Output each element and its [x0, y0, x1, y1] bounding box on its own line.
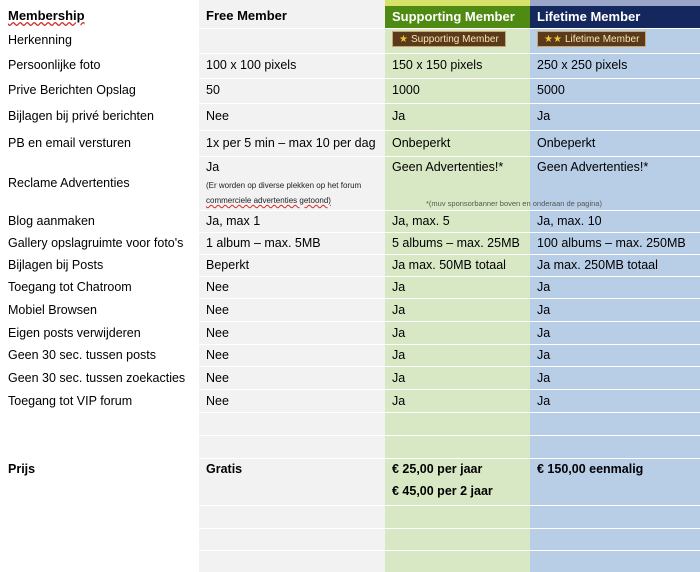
row-label: Persoonlijke foto: [8, 58, 101, 72]
free-value: 1x per 5 min – max 10 per dag: [206, 136, 376, 150]
row-divider: [0, 103, 700, 104]
row-label: PB en email versturen: [8, 136, 131, 150]
footnote: *(muv sponsorbanner boven en onderaan de pagina): [426, 199, 602, 208]
lifetime-value: 100 albums – max. 250MB: [537, 236, 686, 250]
row-divider: [0, 321, 700, 322]
lifetime-value: Ja: [537, 394, 551, 408]
supporting-value: 1000: [392, 83, 420, 97]
row-label: Blog aanmaken: [8, 214, 95, 228]
header-free-member: Free Member: [206, 8, 287, 23]
free-value: 1 album – max. 5MB: [206, 236, 321, 250]
row-divider: [0, 276, 700, 277]
lifetime-value: Ja: [537, 371, 551, 385]
row-label: Mobiel Browsen: [8, 303, 97, 317]
row-label: Toegang tot VIP forum: [8, 394, 133, 408]
supporting-value: Ja max. 50MB totaal: [392, 258, 506, 272]
supporting-value: Ja: [392, 394, 406, 408]
row-label: Toegang tot Chatroom: [8, 280, 132, 294]
free-value: Nee: [206, 303, 229, 317]
price-lifetime: € 150,00 eenmalig: [537, 462, 644, 476]
price-supporting-two-years: € 45,00 per 2 jaar: [392, 484, 493, 498]
free-value: Nee: [206, 326, 229, 340]
row-divider: [0, 130, 700, 131]
free-note: (Er worden op diverse plekken op het forum: [206, 181, 362, 190]
row-divider: [0, 78, 700, 79]
free-value: Nee: [206, 394, 229, 408]
supporting-value: Onbeperkt: [392, 136, 451, 150]
supporting-value: Ja, max. 5: [392, 214, 450, 228]
row-label: Herkenning: [8, 33, 72, 47]
row-divider: [0, 53, 700, 54]
row-divider: [0, 254, 700, 255]
row-divider: [0, 389, 700, 390]
lifetime-member-badge: [537, 31, 646, 47]
row-divider: [0, 298, 700, 299]
supporting-value: 5 albums – max. 25MB: [392, 236, 520, 250]
row-divider: [0, 366, 700, 367]
free-value: Nee: [206, 348, 229, 362]
row-label: Bijlagen bij Posts: [8, 258, 104, 272]
lifetime-value: Ja: [537, 280, 551, 294]
row-label: Eigen posts verwijderen: [8, 326, 141, 340]
free-value: Ja: [206, 160, 220, 174]
row-divider: [0, 458, 700, 459]
supporting-value: Ja: [392, 303, 406, 317]
supporting-value: Ja: [392, 280, 406, 294]
free-value: Ja, max 1: [206, 214, 261, 228]
price-supporting-yearly: € 25,00 per jaar: [392, 462, 483, 476]
row-label: Gallery opslagruimte voor foto's: [8, 236, 184, 250]
header-membership: Membership: [8, 8, 85, 23]
supporting-member-badge: [392, 31, 506, 47]
free-value: Nee: [206, 280, 229, 294]
header-lifetime-member: Lifetime Member: [537, 9, 641, 24]
supporting-value: Ja: [392, 326, 406, 340]
row-label: Prive Berichten Opslag: [8, 83, 136, 97]
row-divider: [0, 156, 700, 157]
free-value: 50: [206, 83, 220, 97]
row-divider: [0, 528, 700, 529]
lifetime-value: Ja, max. 10: [537, 214, 602, 228]
badge-label: Lifetime Member: [564, 34, 640, 45]
supporting-value: Ja: [392, 348, 406, 362]
badge-label: Supporting Member: [410, 34, 499, 45]
supporting-value: Geen Advertenties!*: [392, 160, 504, 174]
lifetime-value: Ja: [537, 348, 551, 362]
stars-icon: ★★: [544, 34, 562, 45]
lifetime-value: 250 x 250 pixels: [537, 58, 628, 72]
row-label: Geen 30 sec. tussen posts: [8, 348, 157, 362]
star-icon: ★: [399, 34, 408, 45]
price-free: Gratis: [206, 462, 243, 476]
supporting-value: Ja: [392, 109, 406, 123]
row-label: Reclame Advertenties: [8, 176, 130, 190]
row-divider: [0, 550, 700, 551]
row-divider: [0, 232, 700, 233]
price-label: Prijs: [8, 462, 36, 476]
free-note: commerciele advertenties getoond): [206, 196, 331, 205]
row-label: Bijlagen bij privé berichten: [8, 109, 154, 123]
free-value: Nee: [206, 371, 229, 385]
free-value: 100 x 100 pixels: [206, 58, 297, 72]
row-divider: [0, 344, 700, 345]
lifetime-value: 5000: [537, 83, 565, 97]
lifetime-value: Geen Advertenties!*: [537, 160, 649, 174]
lifetime-value: Onbeperkt: [537, 136, 596, 150]
supporting-value: 150 x 150 pixels: [392, 58, 483, 72]
row-label: Geen 30 sec. tussen zoekacties: [8, 371, 186, 385]
free-value: Beperkt: [206, 258, 250, 272]
free-value: Nee: [206, 109, 229, 123]
lifetime-value: Ja: [537, 109, 551, 123]
lifetime-value: Ja: [537, 326, 551, 340]
lifetime-value: Ja max. 250MB totaal: [537, 258, 658, 272]
row-divider: [0, 412, 700, 413]
row-divider: [0, 435, 700, 436]
row-divider: [0, 28, 700, 29]
header-supporting-member: Supporting Member: [392, 9, 515, 24]
supporting-value: Ja: [392, 371, 406, 385]
lifetime-value: Ja: [537, 303, 551, 317]
row-divider: [0, 505, 700, 506]
